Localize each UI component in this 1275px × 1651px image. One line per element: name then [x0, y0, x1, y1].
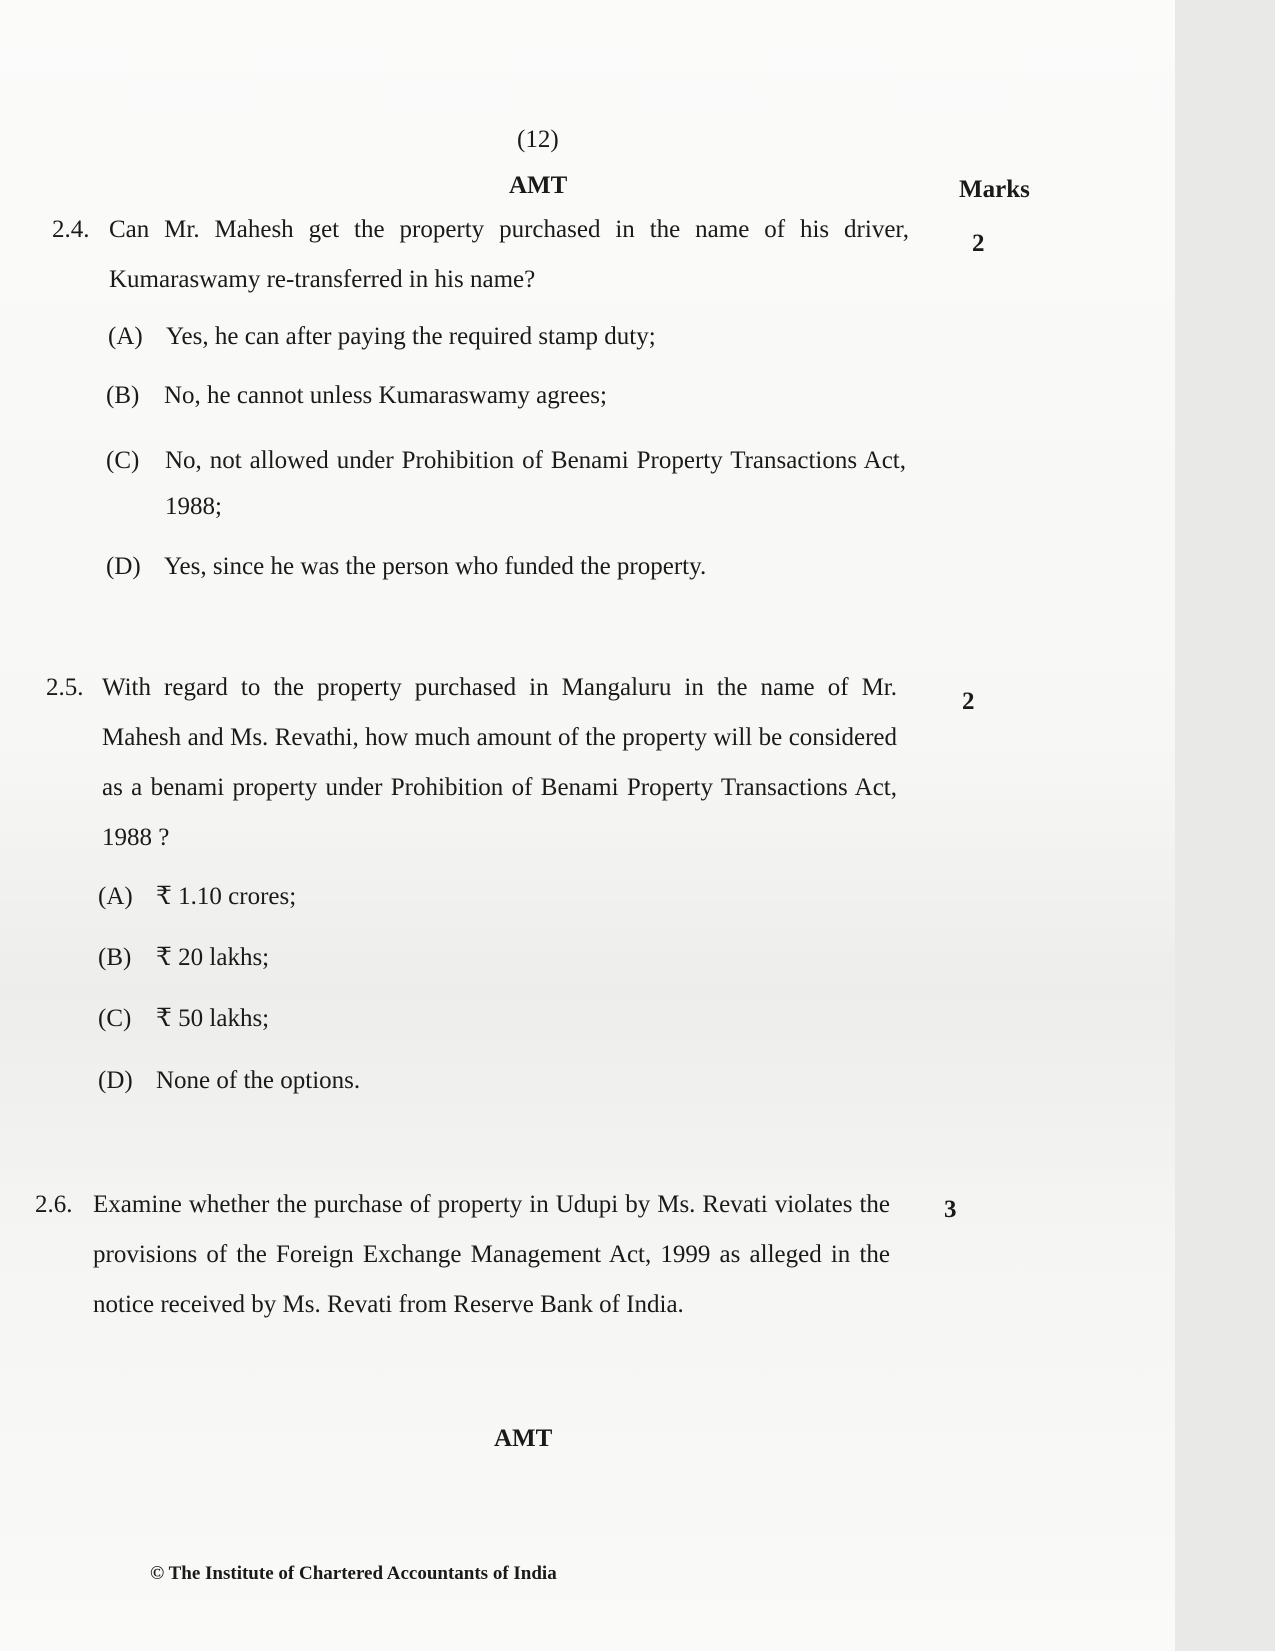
option-text: Yes, he can after paying the required stamp duty;: [166, 323, 656, 350]
page-number: (12): [517, 126, 559, 153]
option-label: (D): [98, 1067, 133, 1094]
option-a: [98, 875, 296, 919]
question-text: Can Mr. Mahesh get the property purchased in the name of his driver, Kumaraswamy re-transferred in his name?: [109, 216, 909, 293]
option-label: (D): [106, 553, 141, 580]
paper-code-header: AMT: [509, 172, 568, 199]
option-label: (B): [106, 382, 140, 409]
marks-heading: Marks: [959, 176, 1030, 203]
question-marks: 3: [944, 1196, 957, 1223]
option-text: ₹ 20 lakhs;: [156, 944, 270, 971]
option-label: (C): [98, 1005, 132, 1032]
option-text: No, he cannot unless Kumaraswamy agrees;: [164, 382, 607, 409]
question-number: 2.6.: [35, 1191, 73, 1218]
option-d: [98, 1059, 360, 1103]
question-text: With regard to the property purchased in Mangaluru in the name of Mr. Mahesh and Ms. Revathi, how much amount of the property will be considered as a benami property under Prohibition of Benami Property Transactions Act, 1988 ?: [102, 674, 897, 851]
option-label: (A): [98, 883, 133, 910]
option-text: Yes, since he was the person who funded the property.: [164, 553, 707, 580]
option-b: [98, 936, 269, 980]
option-text: ₹ 50 lakhs;: [156, 1005, 270, 1032]
option-a: [108, 315, 656, 359]
question-text: Examine whether the purchase of property in Udupi by Ms. Revati violates the provisions of the Foreign Exchange Management Act, 1999 as alleged in the notice received by Ms. Revati from Reserve Bank of India.: [93, 1191, 890, 1318]
copyright-notice: © The Institute of Chartered Accountants of India: [150, 1563, 557, 1584]
option-label: (A): [108, 323, 143, 350]
option-c: [106, 438, 906, 530]
paper-code-footer: AMT: [494, 1425, 553, 1452]
option-text: None of the options.: [156, 1067, 361, 1094]
option-b: [106, 374, 607, 418]
option-text: No, not allowed under Prohibition of Benami Property Transactions Act, 1988;: [165, 447, 906, 520]
scan-edge: [1175, 0, 1275, 1651]
option-label: (C): [106, 447, 140, 474]
question-number: 2.4.: [52, 216, 90, 243]
question-marks: 2: [962, 688, 975, 715]
option-text: ₹ 1.10 crores;: [156, 883, 297, 910]
option-c: [98, 997, 269, 1041]
question-marks: 2: [972, 230, 985, 257]
option-label: (B): [98, 944, 132, 971]
option-d: [106, 545, 706, 589]
question-number: 2.5.: [46, 674, 84, 701]
